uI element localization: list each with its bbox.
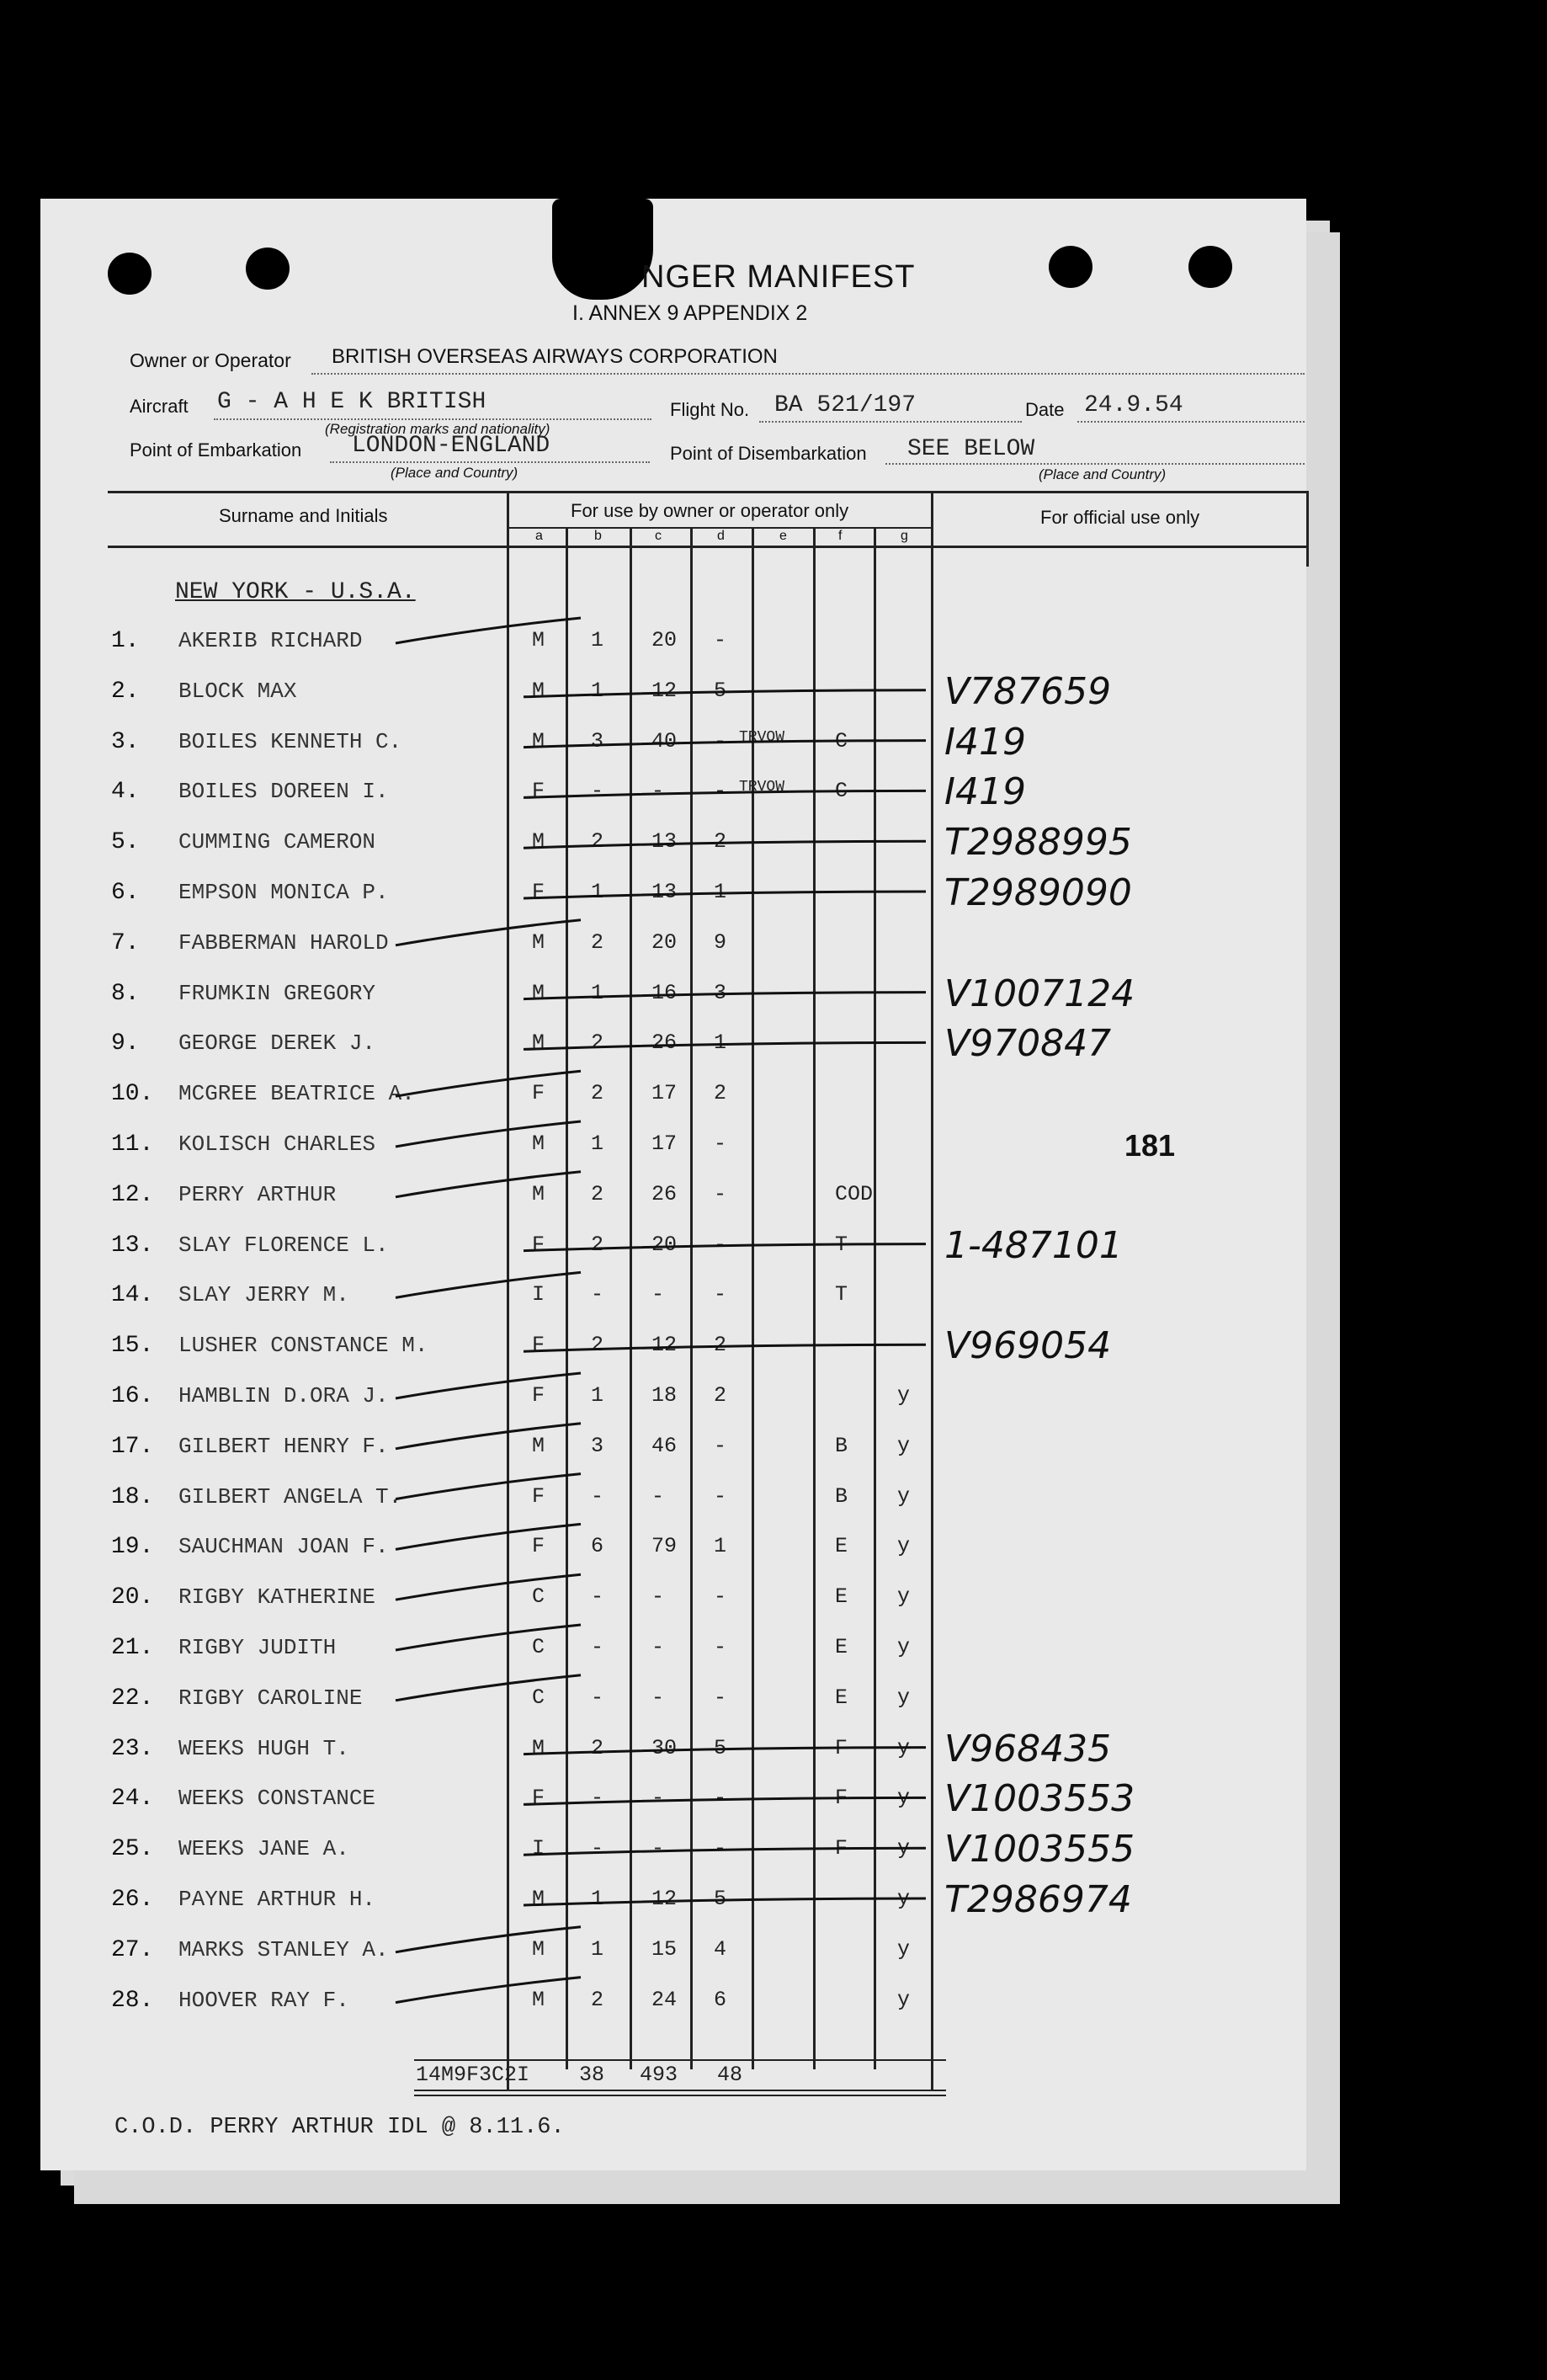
cell-d: 5 bbox=[714, 1887, 727, 1911]
pen-stroke bbox=[396, 1373, 581, 1398]
pen-stroke bbox=[396, 1927, 581, 1952]
official-entry: I419 bbox=[944, 770, 1026, 814]
cell-b: - bbox=[591, 1836, 604, 1861]
cell-d: - bbox=[714, 1232, 727, 1257]
cell-c: 30 bbox=[651, 1735, 678, 1760]
cell-f: F bbox=[835, 1786, 848, 1811]
pen-stroke bbox=[524, 892, 926, 898]
pen-stroke bbox=[524, 741, 926, 748]
cell-c: 13 bbox=[651, 880, 678, 904]
cell-c: 20 bbox=[651, 628, 678, 652]
cell-f: T bbox=[835, 1232, 848, 1257]
disembark-value: SEE BELOW bbox=[907, 436, 1035, 462]
row-number: 27. bbox=[111, 1936, 154, 1963]
cell-f: F bbox=[835, 1735, 848, 1760]
passenger-name: SAUCHMAN JOAN F. bbox=[178, 1534, 389, 1560]
official-entry: V968435 bbox=[944, 1727, 1112, 1770]
official-entry: I419 bbox=[944, 720, 1026, 764]
passenger-name: PERRY ARTHUR bbox=[178, 1181, 337, 1207]
pen-stroke bbox=[396, 1474, 581, 1499]
footer-note: C.O.D. PERRY ARTHUR IDL @ 8.11.6. bbox=[114, 2115, 565, 2140]
row-number: 19. bbox=[111, 1534, 154, 1561]
embark-value: LONDON-ENGLAND bbox=[352, 433, 550, 459]
official-entry: T2988995 bbox=[944, 821, 1132, 865]
pen-stroke bbox=[396, 1121, 581, 1147]
cell-a: C bbox=[532, 1635, 545, 1659]
cell-b: 1 bbox=[591, 1131, 604, 1156]
cell-a: M bbox=[532, 678, 545, 703]
cell-d: 2 bbox=[714, 829, 727, 855]
pen-stroke bbox=[524, 1042, 926, 1049]
pen-stroke bbox=[396, 1172, 581, 1197]
cell-f: B bbox=[835, 1483, 848, 1509]
official-entry: V1007124 bbox=[944, 972, 1135, 1015]
passenger-name: EMPSON MONICA P. bbox=[178, 880, 389, 905]
passenger-name: CUMMING CAMERON bbox=[178, 829, 376, 855]
pen-stroke bbox=[524, 690, 926, 697]
passenger-name: SLAY FLORENCE L. bbox=[178, 1232, 389, 1258]
cell-d: - bbox=[714, 728, 727, 753]
cell-c: - bbox=[651, 1836, 665, 1861]
cell-g: y bbox=[897, 1534, 911, 1559]
cell-d: - bbox=[714, 1433, 727, 1458]
cell-c: 17 bbox=[651, 1131, 678, 1156]
official-entry: T2986974 bbox=[944, 1878, 1132, 1921]
cell-c: - bbox=[651, 779, 665, 804]
cell-a: M bbox=[532, 1735, 545, 1760]
cell-g: y bbox=[897, 1786, 911, 1811]
cell-f: COD bbox=[835, 1181, 874, 1206]
cell-b: 6 bbox=[591, 1534, 604, 1559]
cell-d: - bbox=[714, 1685, 727, 1710]
surname-header: Surname and Initials bbox=[219, 505, 388, 526]
cell-b: 2 bbox=[591, 1081, 604, 1106]
form-subtitle: I. ANNEX 9 APPENDIX 2 bbox=[572, 301, 808, 325]
row-number: 24. bbox=[111, 1786, 154, 1813]
cell-d: - bbox=[714, 1635, 727, 1659]
cell-a: F bbox=[532, 1483, 545, 1509]
cell-c: - bbox=[651, 1635, 665, 1659]
row-number: 3. bbox=[111, 728, 140, 755]
cell-d: 5 bbox=[714, 678, 727, 703]
cell-d: 9 bbox=[714, 929, 727, 955]
cell-a: I bbox=[532, 1836, 545, 1861]
cell-b: 1 bbox=[591, 1887, 604, 1911]
cell-b: 3 bbox=[591, 1433, 604, 1458]
cell-f: C bbox=[835, 728, 848, 753]
cell-c: - bbox=[651, 1282, 665, 1307]
cell-d: 3 bbox=[714, 980, 727, 1005]
cell-d: - bbox=[714, 1836, 727, 1861]
official-entry: V1003553 bbox=[944, 1777, 1135, 1821]
cell-a: M bbox=[532, 1433, 545, 1458]
cell-f: C bbox=[835, 779, 848, 804]
pen-stroke bbox=[396, 920, 581, 945]
passenger-name: HAMBLIN D.ORA J. bbox=[178, 1383, 389, 1408]
official-entry: V787659 bbox=[944, 669, 1112, 713]
row-number: 21. bbox=[111, 1635, 154, 1661]
owner-value: BRITISH OVERSEAS AIRWAYS CORPORATION bbox=[332, 345, 778, 368]
cell-a: F bbox=[532, 1383, 545, 1408]
row-number: 5. bbox=[111, 829, 140, 856]
cell-b: 2 bbox=[591, 1232, 604, 1257]
cell-c: 20 bbox=[651, 929, 678, 955]
passenger-name: GEORGE DEREK J. bbox=[178, 1030, 376, 1057]
cell-a: M bbox=[532, 829, 545, 855]
cell-b: 1 bbox=[591, 628, 604, 652]
pen-stroke bbox=[524, 1244, 926, 1251]
cell-a: M bbox=[532, 1030, 545, 1056]
pen-stroke bbox=[524, 1344, 926, 1351]
cell-a: C bbox=[532, 1685, 545, 1710]
cell-b: - bbox=[591, 1483, 604, 1509]
cell-g: y bbox=[897, 1383, 911, 1408]
row-number: 25. bbox=[111, 1836, 154, 1863]
cell-f: F bbox=[835, 1836, 848, 1861]
cell-d: - bbox=[714, 779, 727, 804]
official-header: For official use only bbox=[1040, 507, 1200, 528]
cell-b: 1 bbox=[591, 880, 604, 904]
cell-b: 1 bbox=[591, 678, 604, 703]
cell-d: - bbox=[714, 1483, 727, 1509]
cell-d: - bbox=[714, 1584, 727, 1610]
row-number: 4. bbox=[111, 779, 140, 806]
owner-label: Owner or Operator bbox=[130, 349, 291, 371]
cell-c: 26 bbox=[651, 1030, 678, 1056]
column-letter: a bbox=[535, 529, 543, 543]
cell-d: 2 bbox=[714, 1081, 727, 1106]
row-number: 18. bbox=[111, 1483, 154, 1510]
flight-label: Flight No. bbox=[670, 399, 750, 420]
pen-stroke bbox=[524, 841, 926, 848]
pen-stroke bbox=[524, 993, 926, 999]
cell-a: F bbox=[532, 1232, 545, 1257]
cell-a: I bbox=[532, 1282, 545, 1307]
passenger-name: FRUMKIN GREGORY bbox=[178, 980, 376, 1006]
cell-c: 16 bbox=[651, 980, 678, 1005]
cell-a: F bbox=[532, 880, 545, 904]
cell-c: 20 bbox=[651, 1232, 678, 1257]
cell-b: 2 bbox=[591, 1030, 604, 1056]
cell-d: - bbox=[714, 1786, 727, 1811]
pen-stroke bbox=[524, 791, 926, 797]
passenger-name: MARKS STANLEY A. bbox=[178, 1936, 389, 1962]
cell-b: 3 bbox=[591, 728, 604, 753]
pen-stroke bbox=[396, 1675, 581, 1701]
cell-a: F bbox=[532, 1333, 545, 1358]
passenger-name: RIGBY JUDITH bbox=[178, 1635, 337, 1660]
cell-g: y bbox=[897, 1836, 911, 1861]
cell-a: M bbox=[532, 929, 545, 955]
cell-a: M bbox=[532, 728, 545, 753]
passenger-name: BLOCK MAX bbox=[178, 678, 297, 704]
pen-stroke bbox=[524, 1797, 926, 1804]
aircraft-note: (Registration marks and nationality) bbox=[325, 421, 550, 437]
cell-g: y bbox=[897, 1483, 911, 1509]
cell-g: y bbox=[897, 1887, 911, 1911]
embark-note: (Place and Country) bbox=[391, 465, 518, 481]
passenger-name: PAYNE ARTHUR H. bbox=[178, 1887, 376, 1912]
disembark-label: Point of Disembarkation bbox=[670, 443, 867, 464]
pen-stroke bbox=[396, 1524, 581, 1549]
official-entry: T2989090 bbox=[944, 871, 1132, 914]
row-number: 23. bbox=[111, 1735, 154, 1762]
cell-a: F bbox=[532, 1534, 545, 1559]
cell-g: y bbox=[897, 1433, 911, 1458]
cell-d: 5 bbox=[714, 1735, 727, 1760]
passenger-name: LUSHER CONSTANCE M. bbox=[178, 1333, 428, 1359]
cell-a: M bbox=[532, 628, 545, 652]
cell-a: F bbox=[532, 1786, 545, 1811]
cell-f: E bbox=[835, 1685, 848, 1710]
cell-c: 24 bbox=[651, 1987, 678, 2012]
cell-f: B bbox=[835, 1433, 848, 1458]
passenger-name: WEEKS CONSTANCE bbox=[178, 1786, 376, 1812]
cell-b: 2 bbox=[591, 1181, 604, 1206]
cell-c: 13 bbox=[651, 829, 678, 855]
cell-d: 6 bbox=[714, 1987, 727, 2012]
row-number: 13. bbox=[111, 1232, 154, 1259]
pen-stroke bbox=[396, 1272, 581, 1297]
cell-b: 1 bbox=[591, 1936, 604, 1962]
cell-c: 12 bbox=[651, 1887, 678, 1911]
row-number: 2. bbox=[111, 678, 140, 705]
official-entry: V969054 bbox=[944, 1324, 1112, 1368]
row-number: 10. bbox=[111, 1081, 154, 1108]
aircraft-label: Aircraft bbox=[130, 396, 189, 417]
flight-value: BA 521/197 bbox=[774, 392, 917, 418]
totals-c: 493 bbox=[640, 2063, 678, 2087]
cell-d: - bbox=[714, 1131, 727, 1156]
cell-b: - bbox=[591, 1635, 604, 1659]
cell-e: TRVOW bbox=[739, 728, 785, 746]
cell-b: - bbox=[591, 779, 604, 804]
passenger-name: AKERIB RICHARD bbox=[178, 628, 363, 653]
pen-stroke bbox=[396, 1424, 581, 1449]
row-number: 20. bbox=[111, 1584, 154, 1611]
cell-c: - bbox=[651, 1786, 665, 1811]
cell-a: M bbox=[532, 1936, 545, 1962]
row-number: 14. bbox=[111, 1282, 154, 1309]
cell-c: 26 bbox=[651, 1181, 678, 1206]
cell-b: 2 bbox=[591, 1735, 604, 1760]
cell-c: 12 bbox=[651, 1333, 678, 1358]
cell-c: - bbox=[651, 1483, 665, 1509]
cell-e: TRVOW bbox=[739, 779, 785, 796]
row-number: 1. bbox=[111, 628, 140, 654]
row-number: 22. bbox=[111, 1685, 154, 1712]
cell-c: 46 bbox=[651, 1433, 678, 1458]
row-number: 16. bbox=[111, 1383, 154, 1409]
pen-stroke bbox=[524, 1748, 926, 1754]
cell-g: y bbox=[897, 1635, 911, 1659]
pen-stroke bbox=[524, 1898, 926, 1905]
cell-b: 2 bbox=[591, 1333, 604, 1358]
cell-a: F bbox=[532, 1081, 545, 1106]
row-number: 26. bbox=[111, 1887, 154, 1913]
official-entry: 1-487101 bbox=[944, 1223, 1123, 1267]
pen-stroke bbox=[396, 1625, 581, 1650]
cell-d: - bbox=[714, 628, 727, 652]
cell-b: 2 bbox=[591, 929, 604, 955]
pen-stroke bbox=[396, 618, 581, 643]
column-letter: b bbox=[594, 529, 602, 543]
cell-a: M bbox=[532, 1181, 545, 1206]
cell-c: 40 bbox=[651, 728, 678, 753]
cell-d: 2 bbox=[714, 1333, 727, 1358]
passenger-name: FABBERMAN HAROLD bbox=[178, 929, 389, 956]
passenger-name: RIGBY KATHERINE bbox=[178, 1584, 376, 1611]
cell-b: - bbox=[591, 1685, 604, 1710]
cell-a: M bbox=[532, 1887, 545, 1911]
cell-d: - bbox=[714, 1282, 727, 1307]
date-label: Date bbox=[1025, 399, 1065, 420]
cell-c: 12 bbox=[651, 678, 678, 703]
aircraft-value: G - A H E K BRITISH bbox=[217, 389, 486, 415]
passenger-name: MCGREE BEATRICE A. bbox=[178, 1081, 415, 1107]
official-entry: V1003555 bbox=[944, 1828, 1135, 1872]
totals-b: 38 bbox=[579, 2063, 605, 2087]
passenger-name: GILBERT ANGELA T. bbox=[178, 1483, 402, 1509]
passenger-name: WEEKS HUGH T. bbox=[178, 1735, 349, 1761]
passenger-name: GILBERT HENRY F. bbox=[178, 1433, 389, 1459]
pen-stroke bbox=[396, 1978, 581, 2003]
cell-b: 2 bbox=[591, 1987, 604, 2012]
totals-label: 14M9F3C2I bbox=[416, 2063, 530, 2087]
passenger-name: WEEKS JANE A. bbox=[178, 1836, 349, 1862]
row-number: 12. bbox=[111, 1181, 154, 1208]
cell-g: y bbox=[897, 1584, 911, 1610]
pen-stroke bbox=[396, 1574, 581, 1600]
column-letter: e bbox=[779, 529, 787, 543]
passenger-name: HOOVER RAY F. bbox=[178, 1987, 349, 2013]
cell-b: - bbox=[591, 1786, 604, 1811]
cell-g: y bbox=[897, 1735, 911, 1760]
official-entry: V970847 bbox=[944, 1022, 1112, 1066]
column-letter: d bbox=[717, 529, 725, 543]
cell-d: 1 bbox=[714, 1030, 727, 1056]
cell-c: - bbox=[651, 1685, 665, 1710]
embark-label: Point of Embarkation bbox=[130, 439, 302, 461]
cell-a: F bbox=[532, 779, 545, 804]
row-number: 11. bbox=[111, 1131, 154, 1158]
cell-a: M bbox=[532, 1987, 545, 2012]
cell-a: M bbox=[532, 980, 545, 1005]
row-number: 6. bbox=[111, 880, 140, 906]
cell-g: y bbox=[897, 1987, 911, 2012]
cell-f: E bbox=[835, 1635, 848, 1659]
disembark-note: (Place and Country) bbox=[1039, 466, 1167, 482]
cell-d: - bbox=[714, 1181, 727, 1206]
form-title: NGER MANIFEST bbox=[641, 259, 916, 295]
cell-d: 2 bbox=[714, 1383, 727, 1408]
cell-a: C bbox=[532, 1584, 545, 1610]
passenger-name: RIGBY CAROLINE bbox=[178, 1685, 363, 1711]
official-entry: 181 bbox=[1124, 1128, 1176, 1163]
cell-c: 18 bbox=[651, 1383, 678, 1408]
cell-c: 17 bbox=[651, 1081, 678, 1106]
passenger-name: BOILES KENNETH C. bbox=[178, 728, 402, 754]
passenger-name: BOILES DOREEN I. bbox=[178, 779, 389, 805]
passenger-name: KOLISCH CHARLES bbox=[178, 1131, 376, 1157]
passenger-name: SLAY JERRY M. bbox=[178, 1282, 349, 1308]
cell-b: 1 bbox=[591, 1383, 604, 1408]
column-letter: g bbox=[901, 529, 908, 543]
cell-d: 4 bbox=[714, 1936, 727, 1962]
totals-d: 48 bbox=[717, 2063, 743, 2087]
date-value: 24.9.54 bbox=[1084, 392, 1183, 418]
row-number: 8. bbox=[111, 980, 140, 1007]
cell-d: 1 bbox=[714, 880, 727, 904]
cell-c: 79 bbox=[651, 1534, 678, 1559]
row-number: 28. bbox=[111, 1987, 154, 2014]
row-number: 7. bbox=[111, 929, 140, 956]
cell-f: T bbox=[835, 1282, 848, 1307]
column-letter: f bbox=[838, 529, 843, 543]
cell-f: E bbox=[835, 1584, 848, 1610]
row-number: 17. bbox=[111, 1433, 154, 1460]
row-number: 15. bbox=[111, 1333, 154, 1360]
cell-a: M bbox=[532, 1131, 545, 1156]
cell-b: - bbox=[591, 1584, 604, 1610]
cell-c: 15 bbox=[651, 1936, 678, 1962]
row-number: 9. bbox=[111, 1030, 140, 1057]
cell-g: y bbox=[897, 1936, 911, 1962]
cell-d: 1 bbox=[714, 1534, 727, 1559]
cell-b: 1 bbox=[591, 980, 604, 1005]
cell-b: - bbox=[591, 1282, 604, 1307]
cell-g: y bbox=[897, 1685, 911, 1710]
cell-c: - bbox=[651, 1584, 665, 1610]
cell-f: E bbox=[835, 1534, 848, 1559]
pen-stroke bbox=[396, 1071, 581, 1096]
section-heading: NEW YORK - U.S.A. bbox=[175, 579, 416, 605]
cell-b: 2 bbox=[591, 829, 604, 855]
pen-stroke bbox=[524, 1848, 926, 1855]
column-letter: c bbox=[655, 529, 662, 543]
owner-use-header: For use by owner or operator only bbox=[571, 500, 849, 521]
